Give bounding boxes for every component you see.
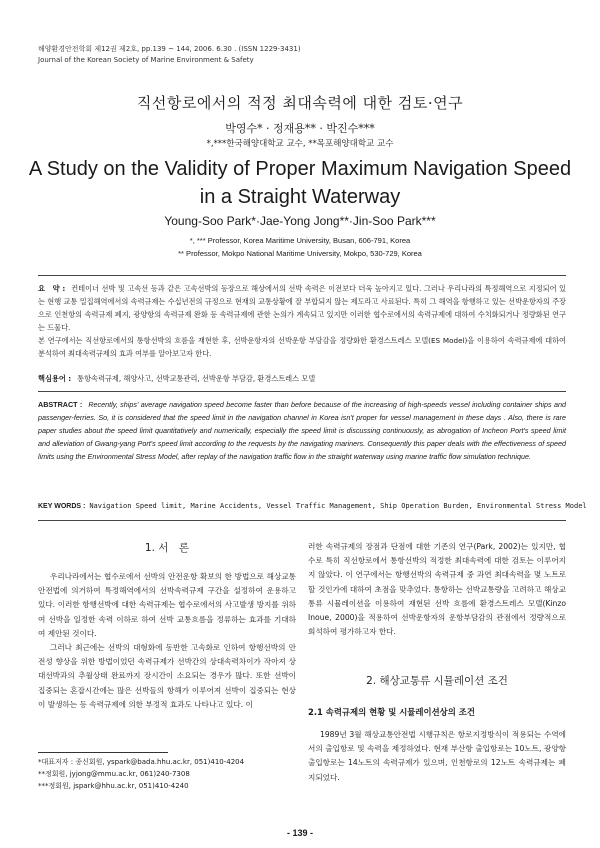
keywords-korean-label: 핵심용어 : <box>38 374 72 383</box>
authors-korean: 박영수* · 정재용** · 박진수*** <box>225 122 375 135</box>
section-1-title: 1. 서 론 <box>144 542 190 554</box>
journal-name: Journal of the Korean Society of Marine Environment & Safety <box>38 56 254 64</box>
affiliation-english-1: *, *** Professor, Korea Maritime University, Busan, 606-791, Korea <box>189 236 411 245</box>
title-english <box>0 155 600 211</box>
abstract-korean <box>38 282 566 360</box>
left-column <box>38 570 296 712</box>
authors-english: Young-Soo Park*·Jae-Yong Jong**·Jin-Soo Park*** <box>164 214 436 228</box>
section-1-paragraph-1: 우리나라에서는 협수로에서 선박의 안전운항 확보의 한 방법으로 해상교통안전법에 의거하여 특정해역에서의 선박속력규제 구간을 설정하여 운용하고 있다. 이러한 항행선박에 대한 속력규제는 협수로에서의 사고발생 방지를 위하여 선박을 일정한 속력 이하로 하여 선박 교통흐름을 정류하는 효과를 기대하여 제안된 것이다. <box>38 572 296 638</box>
keywords-korean-text: 통항속력규제, 해양사고, 선박교통관리, 선박운항 부담감, 환경스트레스 모델 <box>77 374 316 383</box>
abstract-korean-label: 요 약 : <box>38 284 66 293</box>
footnote-divider <box>38 752 168 753</box>
page-number: - 139 - <box>286 828 313 838</box>
title-english-line-2: in a Straight Waterway <box>199 186 401 208</box>
keywords-english <box>38 502 587 510</box>
divider <box>38 275 566 276</box>
abstract-korean-p2: 본 연구에서는 직선항로에서의 통항선박의 흐름을 재현한 후, 선박운항자의 선박운항 부담감을 정량화한 환경스트레스 모델(ES Model)을 이용하여 속력규제에 대하여 분석하여 최대속력규제의 효과 여부를 알아보고자 한다. <box>38 336 566 358</box>
abstract-english-text: Recently, ships' average navigation speed become faster than before because of the increasing of high-speeds vessel including container ships and passenger-ferries. So, it is considered that the speed limit in the navigation channel in Korea isn't proper for vessel management in these days . Also, there is rare paper studies about the speed limit quantitatively and numerically, especially the speed limit is discussing continuously, as abrogation of Incheon Port's speed limit and alleviation of Gwang-yang Port's speed limit according to the requests by the navigating mariners. Consequently this paper deals with the effectiveness of speed limits using the Environmental Stress Model, after replay of the navigation traffic flow in the straight waterway using marine traffic flow simulation technique. <box>38 400 566 461</box>
abstract-english <box>38 398 566 463</box>
keywords-korean <box>38 374 566 384</box>
abstract-english-label: ABSTRACT : <box>38 400 83 409</box>
footnote-3: ***정회원, jspark@hhu.ac.kr, 051)410-4240 <box>38 782 189 790</box>
right-column-section-2 <box>308 728 566 785</box>
keywords-english-label: KEY WORDS : <box>38 503 86 510</box>
footnote-2: **정회원, jyjong@mmu.ac.kr, 061)240-7308 <box>38 770 190 778</box>
title-korean: 직선항로에서의 적정 최대속력에 대한 검토·연구 <box>136 94 464 112</box>
keywords-english-text: Navigation Speed limit, Marine Accidents, Vessel Traffic Management, Ship Operation Burden, Environmental Stress Model <box>89 502 587 510</box>
section-2-paragraph-1: 1989년 3월 해상교통안전법 시행규칙은 항로지정방식이 적용되는 수역에서의 출입항로 및 속력을 제정하였다. 현재 부산항 출입항로는 10노트, 광양항 출입항로는 14노트의 속력규제가 있으며, 인천항로의 12노트 속력규제는 폐지되었다. <box>308 730 566 782</box>
abstract-korean-p1: 컨테이너 선박 및 고속선 등과 같은 고속선박의 등장으로 해상에서의 선박 속력은 이전보다 더욱 높아지고 있다. 그러나 우리나라의 특정해역으로 지정되어 있는 현행 교통 밀집해역에서의 속력규제는 수십년전의 규정으로 현재의 교통상황에 잘 부합되지 않는 제도라고 사료된다. 특히 그 해역을 항행하고 있는 선박운항자의 주장으로 인천항의 속력규제 폐지, 광양항의 속력규제 완화 등 속력규제에 관한 논의가 계속되고 있지만 이러한 협수로에서의 속력규제에 대하여 수치화되거나 정량화된 연구는 드물다. <box>38 284 566 332</box>
right-column-intro: 러한 속력규제의 장점과 단점에 대한 기존의 연구(Park, 2002)는 있지만, 협수로 특히 직선항로에서 통항선박의 적정한 최대속력에 대한 검토는 이루어지지 않았다. 이 연구에서는 항행선박의 속력규제 중 과연 최대속력을 몇 노트로 할 것인가에 대하여 초점을 맞추었다. 통항하는 선박교통량을 고려하고 해상교통류 시뮬레이션을 이용하여 재현된 선박 흐름에 환경스트레스 모델(Kinzo Inoue, 2000)을 적용하여 선박운항자의 운항부담감의 관점에서 정량적으로 회석하여 평가하고자 한다. <box>308 542 566 637</box>
title-english-line-1: A Study on the Validity of Proper Maximum Navigation Speed <box>28 158 572 180</box>
footnotes <box>38 756 298 792</box>
section-1-paragraph-2: 그러나 최근에는 선박의 대형화에 동반한 고속화로 인하여 항행선박의 안전성 향상을 위한 방법이었던 속력규제가 선박간의 상대속력차이가 작아져 상대선박과의 추월상태 완료까지 장시간이 소요되는 경우가 많다. 또한 선박이 집중되는 혼잡시간에는 많은 선박들의 항해가 이루어져 선박이 집중되는 현상이 발생하는 등 속력규제에 의한 부정적 효과도 나타나고 있다. 이 <box>38 643 296 709</box>
divider <box>38 391 566 392</box>
section-2-title: 2. 해상교통류 시뮬레이션 조건 <box>366 675 508 687</box>
section-2-1-title: 2.1 속력규제의 현황 및 시뮬레이션상의 조건 <box>308 707 475 717</box>
affiliation-korean: *,***한국해양대학교 교수, **목포해양대학교 교수 <box>206 139 394 149</box>
journal-citation: 해양환경안전학회 제12권 제2호, pp.139 ~ 144, 2006. 6.30 . (ISSN 1229-3431) <box>38 45 301 53</box>
divider <box>38 520 566 521</box>
affiliation-english-2: ** Professor, Mokpo National Maritime University, Mokpo, 530-729, Korea <box>178 249 422 258</box>
footnote-1: *대표저자 : 종신회원, yspark@bada.hhu.ac.kr, 051)410-4204 <box>38 758 245 766</box>
